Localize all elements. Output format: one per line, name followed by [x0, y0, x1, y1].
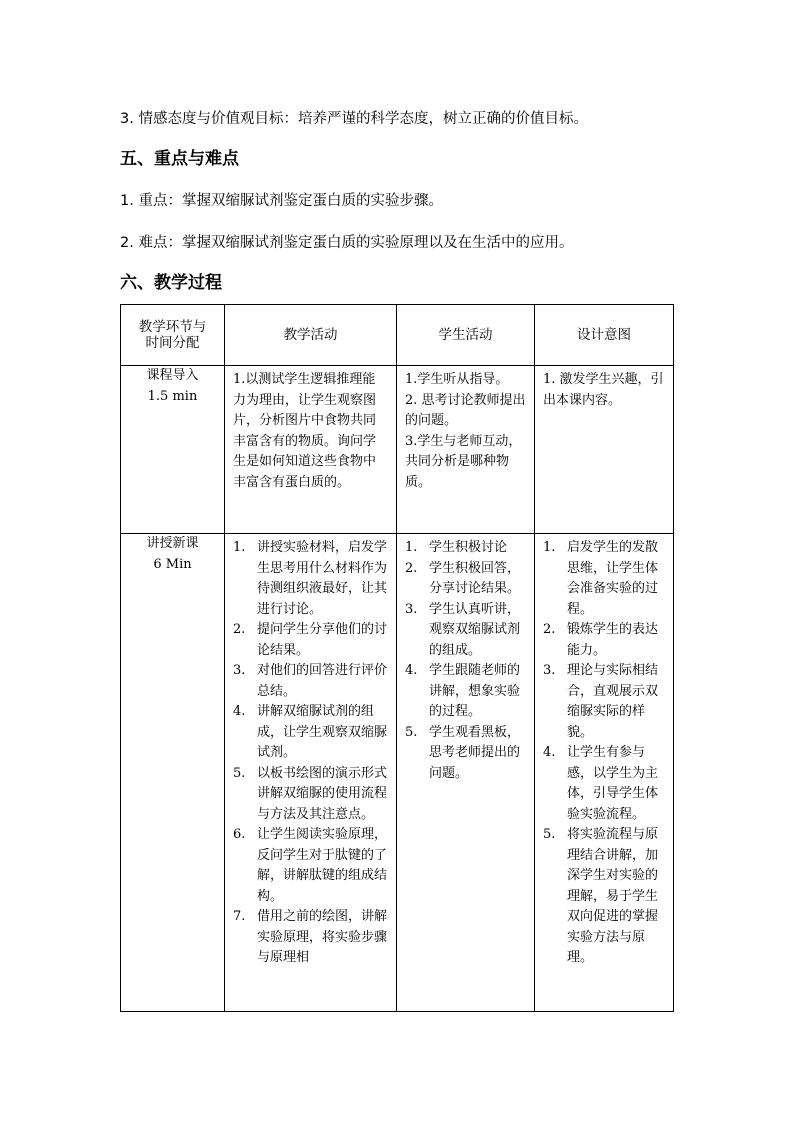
- item-text: 讲解双缩脲试剂的组成，让学生观察双缩脲试剂。: [257, 704, 388, 760]
- list-item: [543, 620, 665, 661]
- header-design-intent: 设计意图: [535, 305, 674, 366]
- header-student-activity: 学生活动: [397, 305, 535, 366]
- item-number: 7.: [233, 909, 246, 924]
- item-text: 学生积极讨论: [429, 540, 508, 555]
- list-item: [405, 600, 526, 662]
- section-heading-teaching-process: 六、教学过程: [120, 273, 222, 293]
- design-intent-cell: [535, 366, 674, 534]
- stage-name: 讲授新课: [146, 536, 199, 551]
- item-number: 5.: [543, 827, 556, 842]
- item-text: 对他们的回答进行评价总结。: [257, 663, 388, 699]
- list-item: [233, 702, 388, 764]
- item-number: 2.: [233, 622, 246, 637]
- list-item: [543, 661, 665, 743]
- item-number: 3.: [405, 601, 418, 617]
- list-item: [543, 743, 665, 825]
- item-text: 学生认真听讲，观察双缩脲试剂的组成。: [429, 601, 521, 658]
- item-number: 2.: [543, 622, 556, 637]
- list-item: [233, 825, 388, 907]
- teaching-process-table: [120, 304, 674, 1012]
- header-stage-line1: 教学环节与: [138, 319, 207, 335]
- item-text: 让学生阅读实验原理，反问学生对于肽键的了解，讲解肽键的组成结构。: [257, 827, 388, 904]
- item-number: 3.: [233, 663, 246, 678]
- item-number: 4.: [405, 663, 418, 678]
- list-item: [405, 661, 526, 723]
- item-number: 1.: [405, 540, 418, 555]
- teacher-activity-cell: [225, 366, 397, 534]
- stage-time: 1.5 min: [147, 388, 198, 404]
- item-text: 锻炼学生的表达能力。: [567, 622, 659, 658]
- item-text: 启发学生的发散思维，让学生体会准备实验的过程。: [567, 540, 659, 617]
- item-number: 3.: [543, 663, 556, 678]
- paragraph-key-point: 1. 重点：掌握双缩脲试剂鉴定蛋白质的实验步骤。: [120, 193, 443, 209]
- list-item: [543, 825, 665, 969]
- item-text: 讲授实验材料，启发学生思考用什么材料作为待测组织液最好，让其进行讨论。: [257, 540, 388, 617]
- item-number: 4.: [233, 704, 246, 719]
- list-item: [233, 907, 388, 969]
- table-row: [121, 534, 674, 1012]
- item-text: 将实验流程与原理结合讲解，加深学生对实验的理解，易于学生双向促进的掌握实验方法与原理。: [567, 827, 659, 965]
- stage-name: 课程导入: [146, 368, 199, 383]
- header-teacher-activity: 教学活动: [225, 305, 397, 366]
- student-activity-cell: [397, 534, 535, 1012]
- item-text: 学生观看黑板，思考老师提出的问题。: [429, 724, 521, 781]
- paragraph-attitude-goal: 3. 情感态度与价值观目标：培养严谨的科学态度，树立正确的价值目标。: [120, 111, 588, 127]
- item-text: 让学生有参与感，以学生为主体，引导学生体验实验流程。: [567, 745, 659, 822]
- list-item: [405, 723, 526, 785]
- item-text: 借用之前的绘图，讲解实验原理，将实验步骤与原理相: [257, 909, 388, 965]
- item-number: 2.: [405, 560, 418, 576]
- item-number: 1.: [233, 540, 246, 555]
- paragraph-difficult-point: 2. 难点：掌握双缩脲试剂鉴定蛋白质的实验原理以及在生活中的应用。: [120, 235, 574, 251]
- list-item: [543, 538, 665, 620]
- header-stage-line2: 时间分配: [145, 335, 200, 351]
- design-intent-cell: [535, 534, 674, 1012]
- header-stage: [121, 305, 225, 366]
- list-item: [233, 538, 388, 620]
- item-text: 提问学生分享他们的讨论结果。: [257, 622, 388, 658]
- item-text: 学生积极回答，分享讨论结果。: [429, 560, 521, 596]
- student-activity-cell: [397, 366, 535, 534]
- list-item: 2. 思考讨论教师提出的问题。: [405, 392, 526, 428]
- item-text: 学生跟随老师的讲解，想象实验的过程。: [429, 663, 521, 719]
- teacher-activity-text: 1.以测试学生逻辑推理能力为理由，让学生观察图片，分析图片中食物共同丰富含有的物质。询问学生是如何知道这些食物中丰富含有蛋白质的。: [233, 372, 377, 490]
- table-header-row: [121, 305, 674, 366]
- table-row: [121, 366, 674, 534]
- stage-cell: [121, 366, 225, 534]
- item-number: 6.: [233, 827, 246, 842]
- item-number: 5.: [405, 724, 418, 740]
- list-item: [405, 559, 526, 600]
- list-item: 3.学生与老师互动，共同分析是哪种物质。: [405, 433, 522, 490]
- section-heading-key-points: 五、重点与难点: [120, 149, 239, 169]
- list-item: [233, 620, 388, 661]
- list-item: 1. 激发学生兴趣，引出本课内容。: [543, 372, 664, 408]
- item-number: 1.: [543, 540, 556, 555]
- stage-cell: [121, 534, 225, 1012]
- list-item: [405, 538, 526, 559]
- stage-time: 6 Min: [153, 556, 192, 572]
- teacher-activity-cell: [225, 534, 397, 1012]
- list-item: [233, 764, 388, 826]
- item-text: 以板书绘图的演示形式讲解双缩脲的使用流程与方法及其注意点。: [257, 765, 388, 822]
- item-number: 4.: [543, 745, 556, 760]
- list-item: [233, 661, 388, 702]
- list-item: 1.学生听从指导。: [405, 372, 509, 387]
- item-text: 理论与实际相结合，直观展示双缩脲实际的样貌。: [567, 663, 659, 740]
- item-number: 5.: [233, 765, 246, 781]
